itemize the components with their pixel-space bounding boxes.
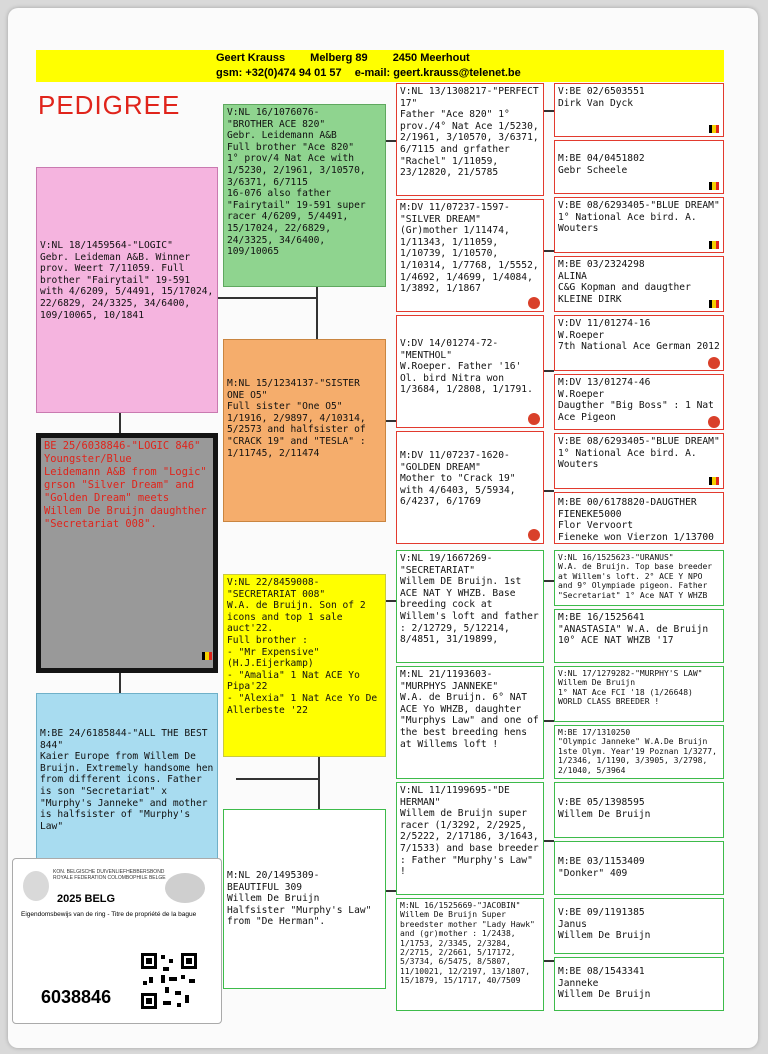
- owner-email: e-mail: geert.krauss@telenet.be: [354, 67, 521, 79]
- connector-line: [386, 890, 396, 892]
- header-bar: [36, 50, 724, 82]
- medal-icon: [528, 297, 540, 309]
- belgian-flag-icon: [709, 300, 719, 308]
- header-address-line: [216, 52, 492, 64]
- header-contact-line: [216, 67, 531, 79]
- belgian-flag-icon: [709, 182, 719, 190]
- belgian-flag-icon: [709, 241, 719, 249]
- main-bird-card[interactable]: BE 25/6038846-"LOGIC 846" Youngster/Blue Leidemann A&B from "Logic" grson "Silver Dream" and "Golden Dream" meets Willem De Bruijn daughther "Secretariat 008".: [36, 433, 218, 673]
- connector-line: [544, 490, 554, 492]
- gen3-card[interactable]: V:NL 13/1308217-"PERFECT 17" Father "Ace 820" 1° prov./4° Nat Ace 1/5230, 2/1961, 3/10570, 3/6371, 6/7115 and grfather "Rachel" 1/11059, 23/12820, 21/5785: [396, 83, 544, 196]
- qr-code-icon: [139, 951, 199, 1011]
- connector-line: [236, 778, 318, 780]
- medal-icon: [708, 416, 720, 428]
- gen4-card[interactable]: V:BE 02/6503551 Dirk Van Dyck: [554, 83, 724, 137]
- connector-line: [544, 110, 554, 112]
- gen4-card[interactable]: M:BE 03/1153409 "Donker" 409: [554, 841, 724, 895]
- connector-line: [544, 840, 554, 842]
- ring-ownership-card: [12, 858, 222, 1024]
- gen4-card[interactable]: V:NL 17/1279282-"MURPHY'S LAW" Willem De Bruijn 1° NAT Ace FCI '18 (1/26648) WORLD CLASS BREEDER !: [554, 666, 724, 722]
- gen3-card[interactable]: M:DV 11/07237-1597- "SILVER DREAM" (Gr)mother 1/11474, 1/11343, 1/11059, 1/10739, 1/10570, 1/10314, 1/7768, 1/5552, 1/4692, 1/4699, 1/4084, 1/3892, 1/1867: [396, 199, 544, 312]
- owner-name: Geert Krauss: [216, 52, 286, 64]
- connector-line: [544, 370, 554, 372]
- father-mother-card[interactable]: M:NL 15/1234137-"SISTER ONE O5" Full sister "One O5" 1/1916, 2/9897, 4/10314, 5/2573 and halfsister of "CRACK 19" and "TESLA" : 1/11745, 2/11474: [223, 339, 386, 522]
- owner-street: Melberg 89: [310, 52, 368, 64]
- connector-line: [544, 960, 554, 962]
- gen3-card[interactable]: V:DV 14/01274-72- "MENTHOL" W.Roeper. Father '16' Ol. bird Nitra won 1/3684, 1/2808, 1/1791.: [396, 315, 544, 428]
- connector-line: [316, 287, 318, 339]
- mother-card[interactable]: M:BE 24/6185844-"ALL THE BEST 844" Kaier Europe from Willem De Bruijn. Extremely handsome hen from different icons. Father is son "Secretariat" x "Murphy's Janneke" and mother is halfsister of "Murphy's Law": [36, 693, 218, 863]
- federation-name: KON. BELGISCHE DUIVENLIEFHEBBERSBOND ROYALE FEDERATION COLOMBOPHILE BELGE: [53, 869, 166, 881]
- medal-icon: [528, 413, 540, 425]
- gen4-card[interactable]: V:BE 09/1191385 Janus Willem De Bruijn: [554, 898, 724, 954]
- connector-line: [544, 250, 554, 252]
- ring-number: 6038846: [41, 987, 112, 1007]
- medal-icon: [708, 357, 720, 369]
- gen4-card[interactable]: V:BE 08/6293405-"BLUE DREAM" 1° National Ace bird. A. Wouters: [554, 433, 724, 489]
- gen3-card[interactable]: M:NL 16/1525669-"JACOBIN" Willem De Bruijn Super breedster mother "Lady Hawk" and (gr)mother : 1/2438, 1/1753, 2/3345, 2/3284, 2/2715, 2/2661, 5/17172, 5/3734, 6/5475, 8/5807, 11/10021, 12/2197, 13/1807, 15/1879, 15/1717, 40/7509: [396, 898, 544, 1011]
- father-father-card[interactable]: V:NL 16/1076076- "BROTHER ACE 820" Gebr. Leidemann A&B Full brother "Ace 820" 1° prov/4 Nat Ace with 1/5230, 2/1961, 3/10570, 3/6371, 6/7115 16-076 also father "Fairytail" 19-591 super racer 4/6209, 5/4491, 15/17024, 22/6829, 24/3325, 34/6400, 109/10065: [223, 104, 386, 287]
- gen4-card[interactable]: M:DV 13/01274-46 W.Roeper Daugther "Big Boss" : 1 Nat Ace Pigeon: [554, 374, 724, 430]
- belgian-flag-icon: [709, 477, 719, 485]
- belgian-flag-icon: [709, 125, 719, 133]
- father-card[interactable]: V:NL 18/1459564-"LOGIC" Gebr. Leideman A&B. Winner prov. Weert 7/11059. Full brother "Fairytail" 19-591 with 4/6209, 5/4491, 15/17024, 22/6829, 24/3325, 34/6400, 109/10065, 10/1841: [36, 167, 218, 413]
- connector-line: [544, 580, 554, 582]
- mother-mother-card[interactable]: M:NL 20/1495309- BEAUTIFUL 309 Willem De Bruijn Halfsister "Murphy's Law" from "De Herman".: [223, 809, 386, 989]
- gen4-card[interactable]: V:BE 05/1398595 Willem De Bruijn: [554, 782, 724, 838]
- connector-line: [386, 140, 396, 142]
- gen3-card[interactable]: V:NL 19/1667269- "SECRETARIAT" Willem DE Bruijn. 1st ACE NAT Y WHZB. Base breeding cock at Willem's loft and father : 2/12729, 5/12214, 8/4851, 31/19899,: [396, 550, 544, 663]
- gen4-card[interactable]: M:BE 04/0451802 Gebr Scheele: [554, 140, 724, 194]
- ring-year: 2025 BELG: [57, 893, 116, 905]
- owner-gsm: gsm: +32(0)474 94 01 57: [216, 67, 342, 79]
- belgian-flag-icon: [202, 652, 212, 660]
- medal-icon: [528, 529, 540, 541]
- gen3-card[interactable]: M:NL 21/1193603- "MURPHYS JANNEKE" W.A. de Bruijn. 6° NAT ACE Yo WHZB, daughter "Murphys Law" and one of the best breeding hens at Willems loft !: [396, 666, 544, 779]
- pigeon-icon: [165, 873, 205, 903]
- ring-title: Eigendomsbewijs van de ring - Titre de propriété de la bague: [21, 911, 197, 918]
- gen4-card[interactable]: V:NL 16/1525623-"URANUS" W.A. de Bruijn. Top base breeder at Willem's loft. 2° ACE Y NPO and 9° Olympiade pigeon. Father "Secretariat" 1° Ace NAT Y WHZB: [554, 550, 724, 606]
- gen4-card[interactable]: M:BE 08/1543341 Janneke Willem De Bruijn: [554, 957, 724, 1011]
- gen4-card[interactable]: V:BE 08/6293405-"BLUE DREAM" 1° National Ace bird. A. Wouters: [554, 197, 724, 253]
- connector-line: [218, 297, 318, 299]
- connector-line: [119, 673, 121, 693]
- connector-line: [119, 413, 121, 433]
- connector-line: [386, 420, 396, 422]
- gen4-card[interactable]: V:DV 11/01274-16 W.Roeper 7th National Ace German 2012: [554, 315, 724, 371]
- connector-line: [544, 720, 554, 722]
- gen3-card[interactable]: M:DV 11/07237-1620- "GOLDEN DREAM" Mother to "Crack 19" with 4/6403, 5/5934, 6/4237, 6/1769: [396, 431, 544, 544]
- federation-logo-icon: [23, 871, 49, 901]
- page-title: PEDIGREE: [38, 90, 181, 120]
- owner-city: 2450 Meerhout: [392, 52, 470, 64]
- gen4-card[interactable]: M:BE 17/1310250 "Olympic Janneke" W.A.De Bruijn 1ste Olym. Year'19 Poznan 1/3277, 1/2346, 1/1190, 3/3905, 3/2798, 2/1040, 5/3964: [554, 725, 724, 779]
- gen3-card[interactable]: V:NL 11/1199695-"DE HERMAN" Willem de Bruijn super racer (1/3292, 2/2925, 2/5222, 2/17186, 3/1643, 7/1533) and base breeder : Father "Murphy's Law" !: [396, 782, 544, 895]
- gen4-card[interactable]: M:BE 03/2324298 ALINA C&G Kopman and daugther KLEINE DIRK: [554, 256, 724, 312]
- connector-line: [386, 600, 396, 602]
- mother-father-card[interactable]: V:NL 22/8459008- "SECRETARIAT 008" W.A. de Bruijn. Son of 2 icons and top 1 sale auct'22. Full brother : - "Mr Expensive" (H.J.Eijerkamp) - "Amalia" 1 Nat ACE Yo Pipa'22 - "Alexia" 1 Nat Ace Yo De Allerbeste '22: [223, 574, 386, 757]
- gen4-card[interactable]: M:BE 00/6178820-DAUGTHER FIENEKE5000 Flor Vervoort Fieneke won Vierzon 1/13700: [554, 492, 724, 544]
- gen4-card[interactable]: M:BE 16/1525641 "ANASTASIA" W.A. de Bruijn 10° ACE NAT WHZB '17: [554, 609, 724, 663]
